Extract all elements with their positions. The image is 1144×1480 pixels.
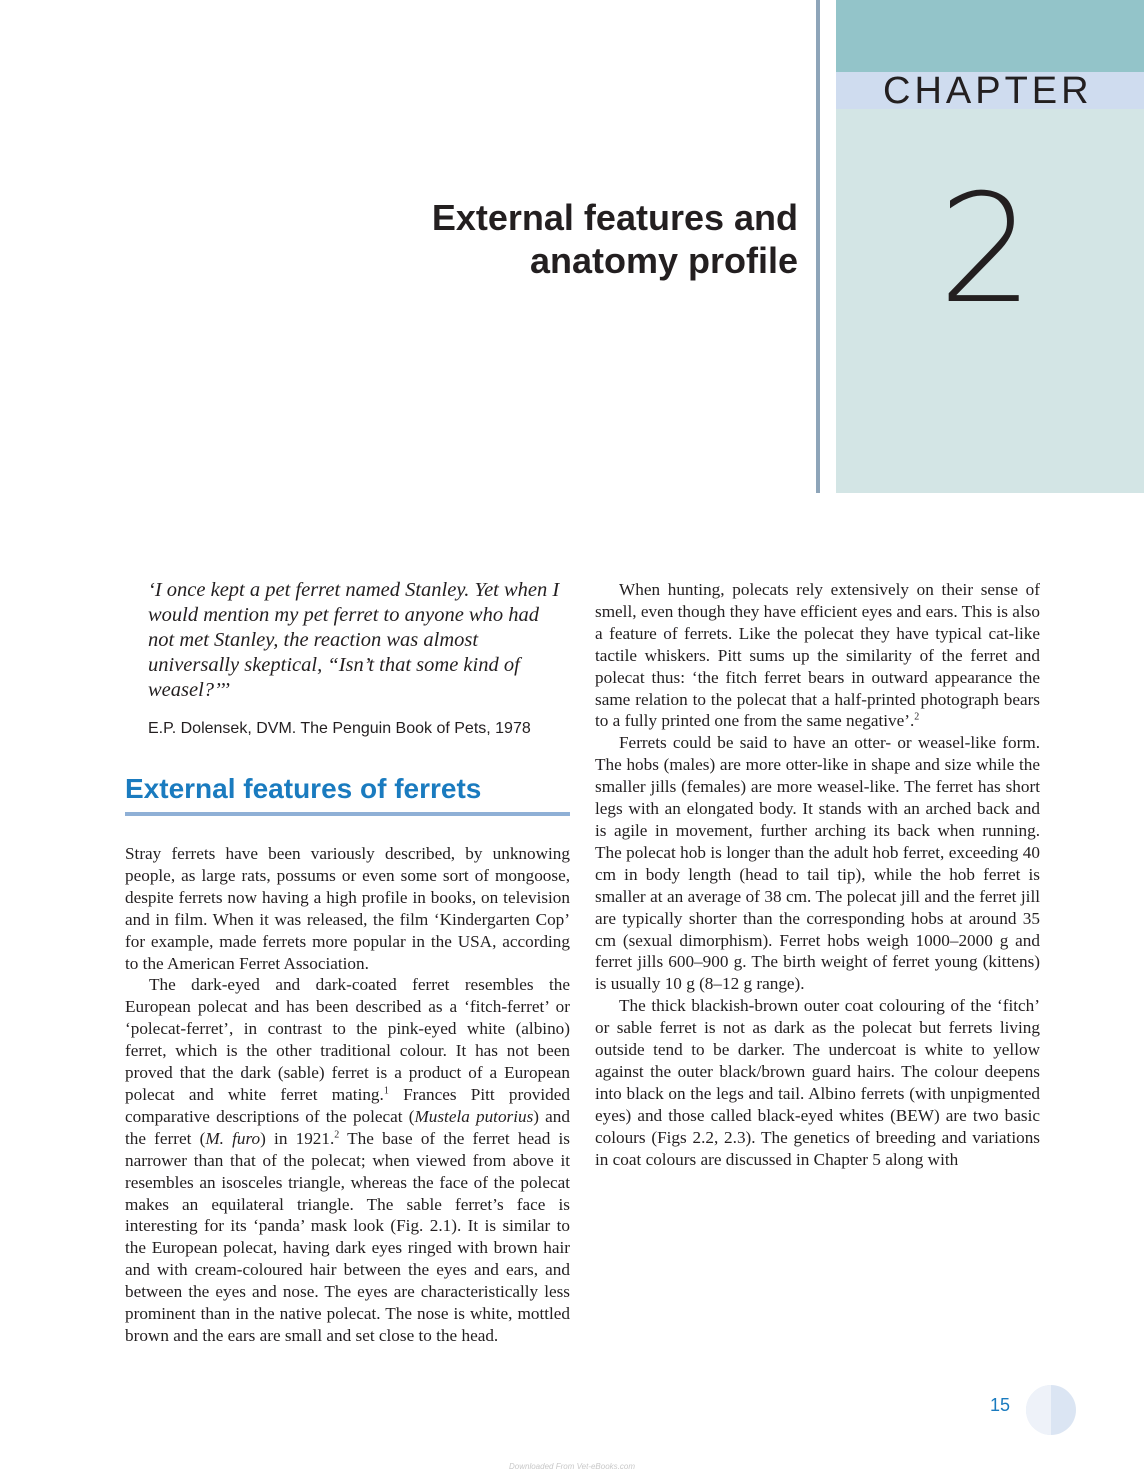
paragraph-2-text-c: ) and the ferret ( [125,1106,570,1148]
section-heading: External features of ferrets [125,773,482,804]
reference-superscript-1: 1 [383,1085,389,1097]
chapter-title [340,196,798,282]
body-paragraph-3 [595,579,1040,732]
paragraph-2-text-a: The dark-eyed and dark-coated ferret resembles the European polecat and has been described as a ‘fitch-ferret’ or ‘polecat-ferret’, in contrast to the pink-eyed white (albino) ferret, which is the other traditional colour. It has not been proved that the dark (sable) ferret is a product of a European polecat and white ferret mating. [125,975,570,1104]
paragraph-2-text-d: ) in 1921. [260,1128,335,1148]
body-paragraph-5: The thick blackish-brown outer coat colouring of the ‘fitch’ or sable ferret is not as dark as the polecat but ferrets living outside tend to be darker. The undercoat is white to yellow against the outer black/brown guard hairs. The colour deepens into black on the legs and tail. Albino ferrets (with unpigmented eyes) and those called black-eyed whites (BEW) are two basic colours (Figs 2.2, 2.3). The genetics of breeding and variations in coat colours are discussed in Chapter 5 along with [595,996,1040,1169]
chapter-title-line-2: anatomy profile [529,240,798,281]
body-column-left [125,843,570,1347]
chapter-divider-rule [816,0,820,493]
page-number: 15 [989,1395,1010,1415]
page-number-circle-highlight [1026,1385,1051,1435]
epigraph-quote: ‘I once kept a pet ferret named Stanley. Yet when I would mention my pet ferret to anyone who had not met Stanley, the reaction was almost universally skeptical, “Isn’t that some kind of weasel?’’’ [148,579,560,701]
body-column-right [595,579,1040,1170]
reference-superscript-2: 2 [334,1129,340,1141]
body-paragraph-4: Ferrets could be said to have an otter- or weasel-like form. The hobs (males) are more otter-like in shape and size while the smaller jills (females) are more weasel-like. The ferret has short legs with an elongated body. It stands with an arched back and is agile in movement, further arching its back when running. The polecat hob is longer than the adult hob ferret, exceeding 40 cm in body length (head to tail tip), while the hob ferret is smaller at an average of 38 cm. The polecat jill and the ferret jill are typically shorter than the corresponding hobs at around 35 cm (sexual dimorphism). Ferret hobs weigh 1000–2000 g and ferret jills 600–900 g. The birth weight of ferret young (kittens) is usually 10 g (8–12 g range). [595,733,1040,994]
epigraph-attribution: E.P. Dolensek, DVM. The Penguin Book of Pets, 1978 [148,720,531,737]
reference-superscript-3: 2 [914,711,920,723]
scientific-name-ferret: M. furo [205,1128,261,1148]
chapter-panel-top-bar [836,0,1144,72]
chapter-title-line-1: External features and [431,197,798,238]
body-paragraph-1: Stray ferrets have been variously described, by unknowing people, as large rats, possums or even some sort of mongoose, despite ferrets now having a high profile in books, on television and in film. When it was released, the film ‘Kindergarten Cop’ for example, made ferrets more popular in the USA, according to the American Ferret Association. [125,844,570,973]
scientific-name-polecat: Mustela putorius [414,1106,534,1126]
download-watermark: Downloaded From Vet-eBooks.com [509,1462,635,1471]
paragraph-3-text: When hunting, polecats rely extensively on their sense of smell, even though they have efficient eyes and ears. This is also a feature of ferrets. Like the polecat they have typical cat-like tactile whiskers. Pitt sums up the similarity of the ferret and polecat thus: ‘the fitch ferret bears in outward appearance the same relation to the polecat that a half-printed photograph bears to a fully printed one from the same negative’. [595,580,1040,731]
body-paragraph-2 [125,974,570,1346]
chapter-panel [836,0,1144,493]
paragraph-2-text-e: The base of the ferret head is narrower than that of the polecat; when viewed from above it resembles an isosceles triangle, whereas the face of the polecat makes an equilateral triangle. The sable ferret’s face is interesting for its ‘panda’ mask look (Fig. 2.1). It is similar to the European polecat, having dark eyes ringed with brown hair and with cream-coloured hair between the eyes and ears, and between the eyes and nose. The eyes are characteristically less prominent than in the native polecat. The nose is white, mottled brown and the ears are small and set close to the head. [125,1128,570,1345]
chapter-number: 2 [938,163,1034,337]
section-heading-rule [125,812,570,816]
paragraph-2-text-b: Frances Pitt provided comparative descriptions of the polecat ( [125,1084,570,1126]
chapter-label: CHAPTER [883,70,1093,112]
